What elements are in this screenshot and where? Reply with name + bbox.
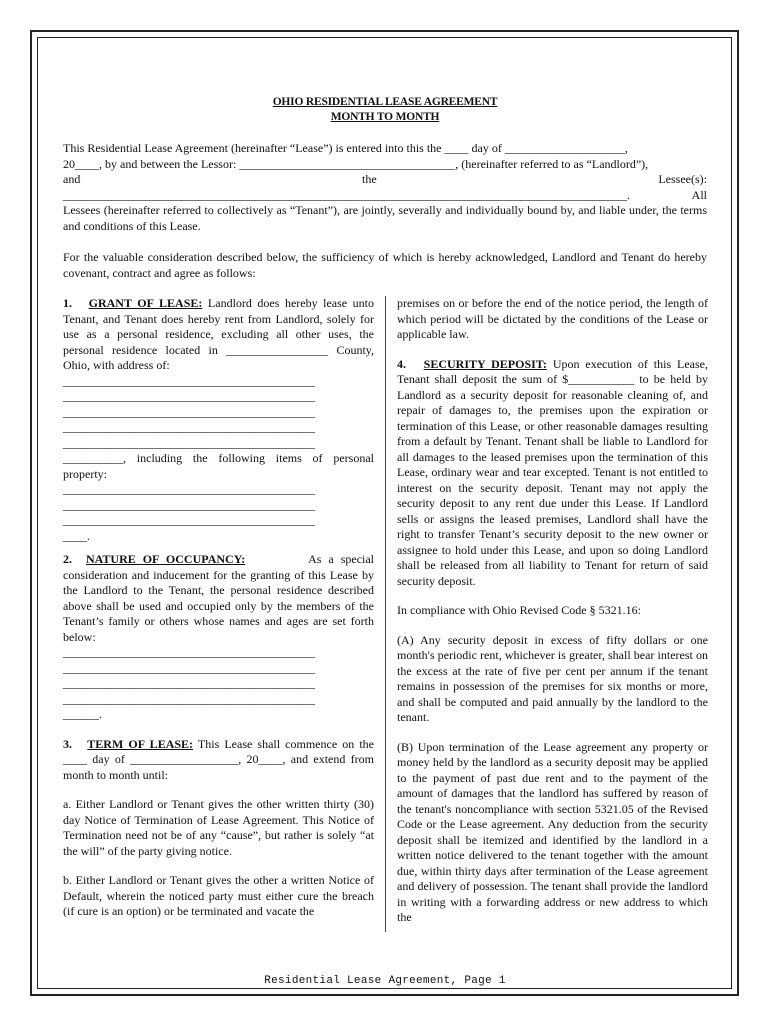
section-4-security-deposit (397, 357, 708, 590)
paragraph-a: (A) Any security deposit in excess of fifty dollars or one month's periodic rent, whichever is greater, shall bear interest on the excess at the rate of five per cent per annum if the tenant remains in possession of the premises for six months or more, and shall be computed and paid annually by the landlord to the tenant. (397, 632, 708, 724)
section-2-nature-of-occupancy (63, 552, 374, 645)
section-1-number: 1. (63, 296, 72, 310)
intro-line-3b: the (362, 172, 377, 186)
intro-line-4b: All (691, 187, 707, 202)
intro-paragraph (63, 141, 707, 234)
consideration-paragraph: For the valuable consideration described below, the sufficiency of which is hereby acknowledged, Landlord and Tenant do hereby covenant, contract and agree as follows: (63, 250, 707, 280)
paragraph-b: (B) Upon termination of the Lease agreement any property or money held by the landlord as a security deposit may be applied to the payment of past due rent and to the payment of the amount of damages that the landlord has suffered by reason of the tenant's noncompliance with section 5321.05 of the Revised Code or the Lease agreement. Any deduction from the security deposit shall be itemized and identified by the landlord in a written notice delivered to the tenant together with the amount due, within thirty days after termination of the Lease agreement and delivery of possession. The tenant shall provide the landlord in writing with a forwarding address or new address to which the (397, 739, 708, 924)
intro-line-2: 20____, by and between the Lessor: ____________________________________, (hereinafter referred to as “Landlord”), (63, 156, 649, 171)
section-1-blank[interactable]: __________________________________________ (63, 404, 315, 419)
section-3-continued: premises on or before the end of the notice period, the length of which period will be dictated by the conditions of the Lease or applicable law. (397, 296, 708, 341)
section-3-clause-b: b. Either Landlord or Tenant gives the other a written Notice of Default, wherein the noticed party must either cure the breach (if cure is an option) or be terminated and vacate the (63, 873, 374, 918)
intro-line-5: Lessees (hereinafter referred to collectively as “Tenant”), are jointly, severally and individually bound by, and liable under, the terms and conditions of this Lease. (63, 203, 707, 233)
section-2-blank[interactable]: __________________________________________ (63, 645, 315, 659)
section-4-text: Upon execution of this Lease, Tenant shall deposit the sum of $___________ to be held by Landlord as a security deposit for reasonable cleaning of, and repair of damages to, the premises upon the expiration or termination of this Lease, or other reasonable damages resulting from a default by Tenant. Tenant shall be liable to Landlord for all damages to the leased premises upon the termination of this Lease, ordinary wear and tear excepted. Tenant is not entitled to interest on the security deposit. Tenant may not apply the security deposit to any rent due under this Lease. If Landlord sells or assigns the leased premises, Landlord shall have the right to transfer Tenant’s security deposit to the new owner or assignee to hold under this Lease, and upon so doing Landlord shall be released from all liability to Tenant for return of said security deposit. (397, 356, 708, 588)
section-1-heading: GRANT OF LEASE: (88, 296, 203, 310)
section-2-end: ______. (63, 707, 102, 721)
right-column (397, 296, 708, 926)
section-4-number: 4. (397, 356, 406, 371)
section-1-grant-of-lease (63, 296, 374, 374)
section-2-blank[interactable]: __________________________________________ (63, 660, 315, 675)
section-1-end: ____. (63, 528, 90, 543)
section-3-clause-a: a. Either Landlord or Tenant gives the other written thirty (30) day Notice of Termination of Lease Agreement. This Notice of Termination need not be of any “cause”, but rather is solely “at the will” of the party giving notice. (63, 797, 374, 858)
section-1-blank[interactable]: __________________________________________ (63, 497, 315, 512)
column-divider (385, 296, 386, 932)
section-1-text: Landlord does hereby lease unto Tenant, and Tenant does hereby rent from Landlord, solely for use as a personal residence, excluding all other uses, the personal residence located in _________________ County, Ohio, with address of: (63, 296, 375, 372)
section-2-number: 2. (63, 552, 72, 566)
intro-line-4a: ______________________________________________________________________________________________. (63, 187, 630, 202)
section-1-blank[interactable]: __________________________________________ (63, 482, 315, 496)
left-column (63, 296, 374, 920)
section-3-text: This Lease shall commence on the ____ day of __________________, 20____, and extend from month to month until: (63, 736, 374, 782)
section-3-number: 3. (63, 736, 72, 751)
section-2-heading: NATURE OF OCCUPANCY: (85, 552, 246, 566)
document-subtitle: MONTH TO MONTH (330, 111, 440, 123)
section-2-blank[interactable]: __________________________________________ (63, 691, 315, 706)
intro-line-3a: and (63, 172, 81, 186)
section-1-blank[interactable]: __________________________________________ (63, 420, 315, 434)
section-3-term-of-lease (63, 737, 374, 784)
intro-line-3c: Lessee(s): (658, 172, 707, 186)
section-1-blank[interactable]: __________________________________________ (63, 373, 315, 388)
section-1-items: __________, including the following items of personal property: (63, 451, 374, 481)
section-2-text: As a special consideration and inducement for the granting of this Lease by the Landlord to the Tenant, the personal residence described above shall be used and occupied only by the members of the Tenant’s family or others whose names and ages are set forth below: (63, 552, 375, 644)
section-2-blank[interactable]: __________________________________________ (63, 676, 315, 690)
intro-line-1: This Residential Lease Agreement (hereinafter “Lease”) is entered into this the ____ day of ____________________, (63, 141, 628, 155)
section-1-blank[interactable]: __________________________________________ (63, 389, 315, 403)
section-3-heading: TERM OF LEASE: (87, 736, 194, 751)
document-title: OHIO RESIDENTIAL LEASE AGREEMENT (272, 96, 498, 108)
section-1-blank[interactable]: __________________________________________ (63, 435, 315, 450)
page-footer: Residential Lease Agreement, Page 1 (264, 975, 506, 987)
section-4-heading: SECURITY DEPOSIT: (423, 356, 547, 371)
section-1-blank[interactable]: __________________________________________ (63, 513, 315, 527)
ohio-code-compliance: In compliance with Ohio Revised Code § 5321.16: (397, 603, 641, 617)
